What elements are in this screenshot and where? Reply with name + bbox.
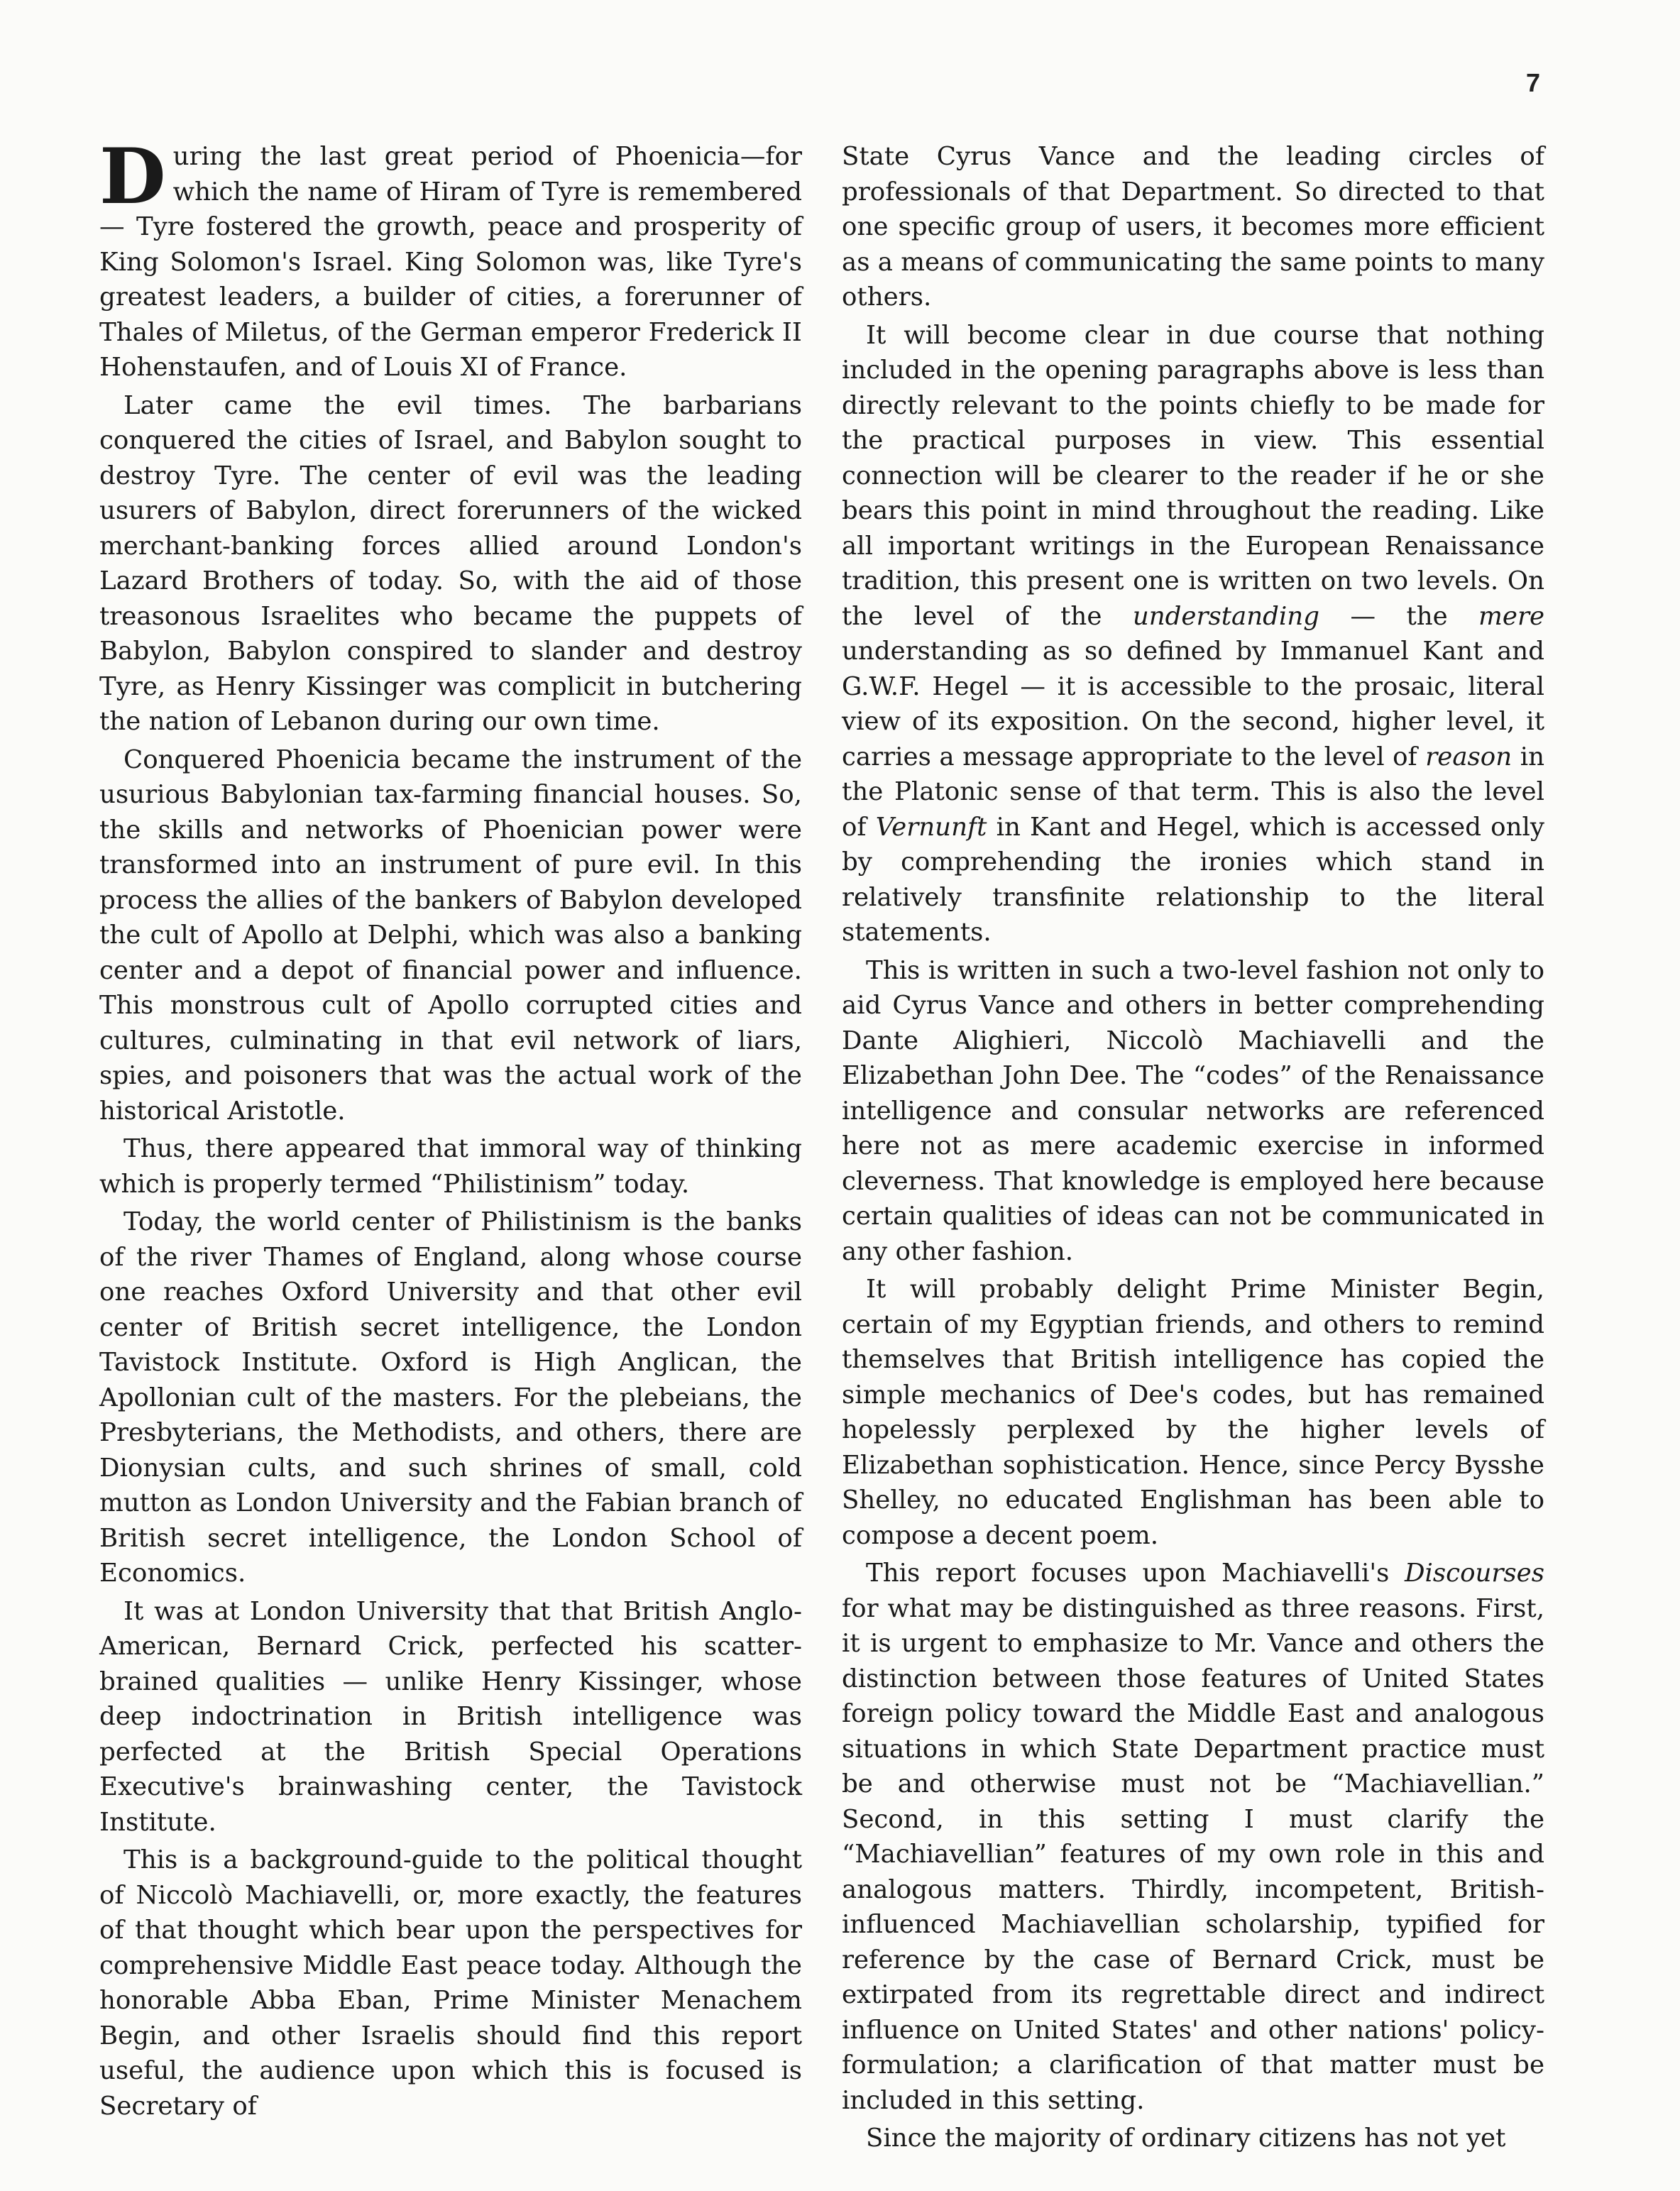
paragraph: This is written in such a two-level fashion not only to aid Cyrus Vance and others in better comprehending Dante Alighieri, Niccolò Machiavelli and the Elizabethan John Dee. The “codes” of the Renaissance intelligence and consular networks are referenced here not as mere academic exercise in informed cleverness. That knowledge is employed here because certain qualities of ideas can not be communicated in any other fashion. [842, 955, 1544, 1266]
paragraph [842, 318, 1544, 950]
right-column [842, 139, 1544, 2159]
paragraph: Since the majority of ordinary citizens has not yet [866, 2124, 1506, 2153]
left-column [99, 132, 802, 2126]
italic-term: reason [1425, 742, 1512, 771]
paragraph: It will probably delight Prime Minister Begin, certain of my Egyptian friends, and others to remind themselves that British intelligence has copied the simple mechanics of Dee's codes, but has remained hopelessly perplexed by the higher levels of Elizabethan sophistication. Hence, since Percy Bysshe Shelley, no educated Englishman has been able to compose a decent poem. [842, 1275, 1544, 1550]
text-run: It will become clear in due course that nothing included in the opening paragraphs above is less than directly relevant to the points chiefly to be made for the practical purposes in view. This essential connection will be clearer to the reader if he or she bears this point in mind throughout the reading. Like all important writings in the European Renaissance tradition, this present one is written on two levels. On the level of the [842, 320, 1544, 631]
text-run: — the [1319, 601, 1479, 631]
paragraph: It was at London University that that British Anglo-American, Bernard Crick, perfected his scatter-brained qualities — unlike Henry Kissinger, whose deep indoctrination in British intelligence was perfected at the British Special Operations Executive's brainwashing center, the Tavistock Institute. [99, 1596, 802, 1837]
page-number: 7 [1526, 68, 1541, 97]
text-run: in Kant and Hegel, which is accessed only by comprehending the ironies which stand in relatively transfinite relationship to the literal statements. [842, 812, 1544, 947]
italic-term: Vernunft [875, 812, 987, 842]
paragraph [842, 1556, 1544, 2118]
italic-term: mere [1478, 601, 1545, 631]
paragraph: Thus, there appeared that immoral way of thinking which is properly termed “Philistinism” today. [99, 1134, 802, 1199]
text-run: This report focuses upon Machiavelli's [866, 1559, 1405, 1588]
paragraph-text: uring the last great period of Phoenicia—for which the name of Hiram of Tyre is remembered — Tyre fostered the growth, peace and prosperity of King Solomon's Israel. King Solomon was, like Tyre's greatest leaders, a builder of cities, a forerunner of Thales of Miletus, of the German emperor Frederick II Hohenstaufen, and of Louis XI of France. [99, 142, 802, 382]
text-run: understanding as so defined by Immanuel Kant and G.W.F. Hegel — it is accessible to the prosaic, literal view of its exposition. On the second, higher level, it carries a message appropriate to the level of [842, 637, 1544, 771]
paragraph: State Cyrus Vance and the leading circles of professionals of that Department. So directed to that one specific group of users, it becomes more efficient as a means of communicating the same points to many others. [842, 142, 1545, 312]
text-run: in the Platonic sense of that term. This is also the level of [842, 742, 1544, 842]
paragraph: This is a background-guide to the political thought of Niccolò Machiavelli, or, more exactly, the features of that thought which bear upon the perspectives for comprehensive Middle East peace today. Although the honorable Abba Eban, Prime Minister Menachem Begin, and other Israelis should find this report useful, the audience upon which this is focused is Secretary of [99, 1845, 802, 2121]
drop-cap: D [99, 132, 166, 221]
text-run: for what may be distinguished as three reasons. First, it is urgent to emphasize to Mr. Vance and others the distinction between those features of United States foreign policy toward the Middle East and analogous situations in which State Department practice must be and otherwise must not be “Machiavellian.” Second, in this setting I must clarify the “Machiavellian” features of my own role in this and analogous matters. Thirdly, incompetent, British-influenced Machiavellian scholarship, typified for reference by the case of Bernard Crick, must be extirpated from its regrettable direct and indirect influence on United States' and other nations' policy-formulation; a clarification of that matter must be included in this setting. [842, 1593, 1544, 2115]
paragraph: Today, the world center of Philistinism is the banks of the river Thames of England, along whose course one reaches Oxford University and that other evil center of British secret intelligence, the London Tavistock Institute. Oxford is High Anglican, the Apollonian cult of the masters. For the plebeians, the Presbyterians, the Methodists, and others, there are Dionysian cults, and such shrines of small, cold mutton as London University and the Fabian branch of British secret intelligence, the London School of Economics. [99, 1207, 802, 1588]
paragraph: Conquered Phoenicia became the instrument of the usurious Babylonian tax-farming financial houses. So, the skills and networks of Phoenician power were transformed into an instrument of pure evil. In this process the allies of the bankers of Babylon developed the cult of Apollo at Delphi, which was also a banking center and a depot of financial power and influence. This monstrous cult of Apollo corrupted cities and cultures, culminating in that evil network of liars, spies, and poisoners that was the actual work of the historical Aristotle. [99, 745, 802, 1126]
paragraph [99, 132, 802, 385]
italic-term: understanding [1132, 601, 1320, 631]
paragraph: Later came the evil times. The barbarians conquered the cities of Israel, and Babylon sought to destroy Tyre. The center of evil was the leading usurers of Babylon, direct forerunners of the wicked merchant-banking forces allied around London's Lazard Brothers of today. So, with the aid of those treasonous Israelites who became the puppets of Babylon, Babylon conspired to slander and destroy Tyre, as Henry Kissinger was complicit in butchering the nation of Lebanon during our own time. [99, 390, 802, 736]
italic-title: Discourses [1404, 1559, 1544, 1588]
